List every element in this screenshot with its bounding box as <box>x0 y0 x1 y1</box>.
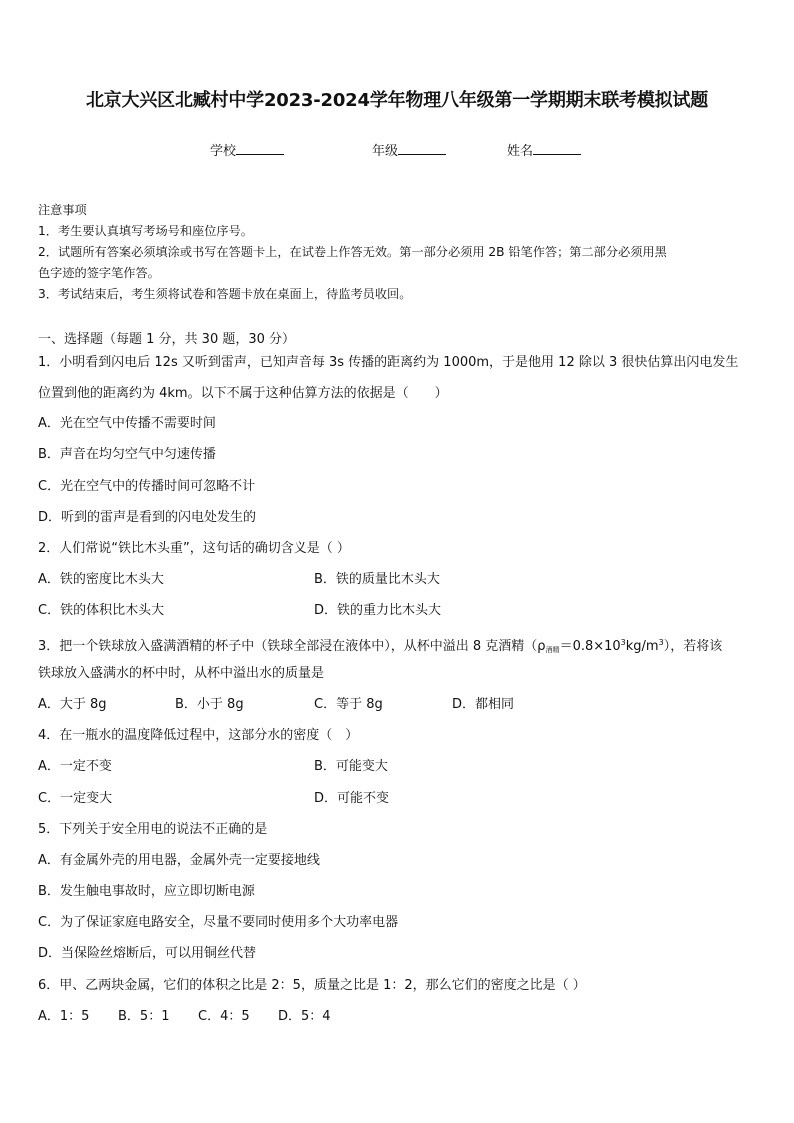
option-a[interactable]: A．光在空气中传播不需要时间 <box>38 416 216 431</box>
option-c[interactable]: C．等于 8g <box>314 697 383 712</box>
option-a[interactable]: A．1：5 <box>38 1009 90 1024</box>
option-b[interactable]: B．发生触电事故时，应立即切断电源 <box>38 884 255 899</box>
name-field <box>507 140 581 159</box>
option-a[interactable]: A．大于 8g <box>38 697 107 712</box>
rho-subscript: 酒精 <box>545 646 560 654</box>
option-d[interactable]: D．铁的重力比木头大 <box>314 603 442 618</box>
option-c[interactable]: C．光在空气中的传播时间可忽略不计 <box>38 479 256 494</box>
option-d[interactable]: D．可能不变 <box>314 791 390 806</box>
grade-field <box>372 140 446 159</box>
question-text: 6．甲、乙两块金属，它们的体积之比是 2：5，质量之比是 1：2，那么它们的密度之比是（ ） <box>38 978 586 993</box>
notice-item: 1．考生要认真填写考场号和座位序号。 <box>38 224 253 238</box>
option-c[interactable]: C．为了保证家庭电路安全，尽量不要同时使用多个大功率电器 <box>38 915 399 930</box>
question-text <box>38 627 763 658</box>
question-text-tail: ），若将该 <box>663 639 723 654</box>
option-c[interactable]: C．铁的体积比木头大 <box>38 603 165 618</box>
question-5 <box>38 814 763 845</box>
notice-heading: 注意事项 <box>38 203 87 217</box>
question-text: 2．人们常说“铁比木头重”，这句话的确切含义是（ ） <box>38 541 350 556</box>
grade-blank[interactable] <box>398 142 446 155</box>
name-blank[interactable] <box>533 142 581 155</box>
question-text: 铁球放入盛满水的杯中时，从杯中溢出水的质量是 <box>38 666 325 681</box>
option-a[interactable]: A．有金属外壳的用电器，金属外壳一定要接地线 <box>38 853 320 868</box>
notice-item: 2．试题所有答案必须填涂或书写在答题卡上，在试卷上作答无效。第一部分必须用 2B 铅笔作答；第二部分必须用黑 <box>38 245 667 259</box>
option-a[interactable]: A．一定不变 <box>38 759 112 774</box>
rho-exponent: 3 <box>620 638 626 647</box>
question-text: 5．下列关于安全用电的说法不正确的是 <box>38 822 268 837</box>
option-b[interactable]: B．小于 8g <box>175 697 244 712</box>
grade-label: 年级 <box>372 144 399 159</box>
school-label: 学校 <box>210 144 237 159</box>
option-b[interactable]: B．声音在均匀空气中匀速传播 <box>38 447 216 462</box>
notice-item: 色字迹的签字笔作答。 <box>38 266 160 280</box>
option-b[interactable]: B．铁的质量比木头大 <box>314 572 440 587</box>
notice-block <box>38 200 763 305</box>
question-6 <box>38 970 763 1001</box>
question-3 <box>38 627 763 689</box>
question-4 <box>38 720 763 751</box>
option-c[interactable]: C．一定变大 <box>38 791 113 806</box>
option-b[interactable]: B．可能变大 <box>314 759 388 774</box>
school-field <box>210 140 284 159</box>
option-c[interactable]: C．4：5 <box>198 1009 250 1024</box>
option-d[interactable]: D．当保险丝熔断后，可以用铜丝代替 <box>38 946 257 961</box>
name-label: 姓名 <box>507 144 534 159</box>
rho-unit-exponent: 3 <box>658 638 664 647</box>
option-d[interactable]: D．听到的雷声是看到的闪电处发生的 <box>38 510 257 525</box>
notice-item: 3．考试结束后，考生须将试卷和答题卡放在桌面上，待监考员收回。 <box>38 287 412 301</box>
question-1 <box>38 347 763 409</box>
section-heading: 一、选择题（每题 1 分，共 30 题，30 分） <box>38 332 296 347</box>
question-text: 位置到他的距离约为 4km。以下不属于这种估算方法的依据是（ ） <box>38 386 448 401</box>
question-text: 4．在一瓶水的温度降低过程中，这部分水的密度（ ） <box>38 728 359 743</box>
rho-unit: kg/m <box>625 639 659 654</box>
question-text: 1．小明看到闪电后 12s 又听到雷声，已知声音每 3s 传播的距离约为 1000m，于是他用 12 除以 3 很快估算出闪电发生 <box>38 355 739 370</box>
option-d[interactable]: D．都相同 <box>452 697 515 712</box>
school-blank[interactable] <box>236 142 284 155</box>
rho-value: ＝0.8×10 <box>559 639 621 654</box>
option-d[interactable]: D．5：4 <box>278 1009 331 1024</box>
exam-title: 北京大兴区北臧村中学2023-2024学年物理八年级第一学期期末联考模拟试题 <box>85 90 709 111</box>
question-text-part: 3．把一个铁球放入盛满酒精的杯子中（铁球全部浸在液体中），从杯中溢出 8 克酒精（ρ <box>38 639 546 654</box>
option-a[interactable]: A．铁的密度比木头大 <box>38 572 164 587</box>
question-2 <box>38 533 763 564</box>
option-b[interactable]: B．5：1 <box>118 1009 170 1024</box>
student-info-row <box>0 140 794 160</box>
